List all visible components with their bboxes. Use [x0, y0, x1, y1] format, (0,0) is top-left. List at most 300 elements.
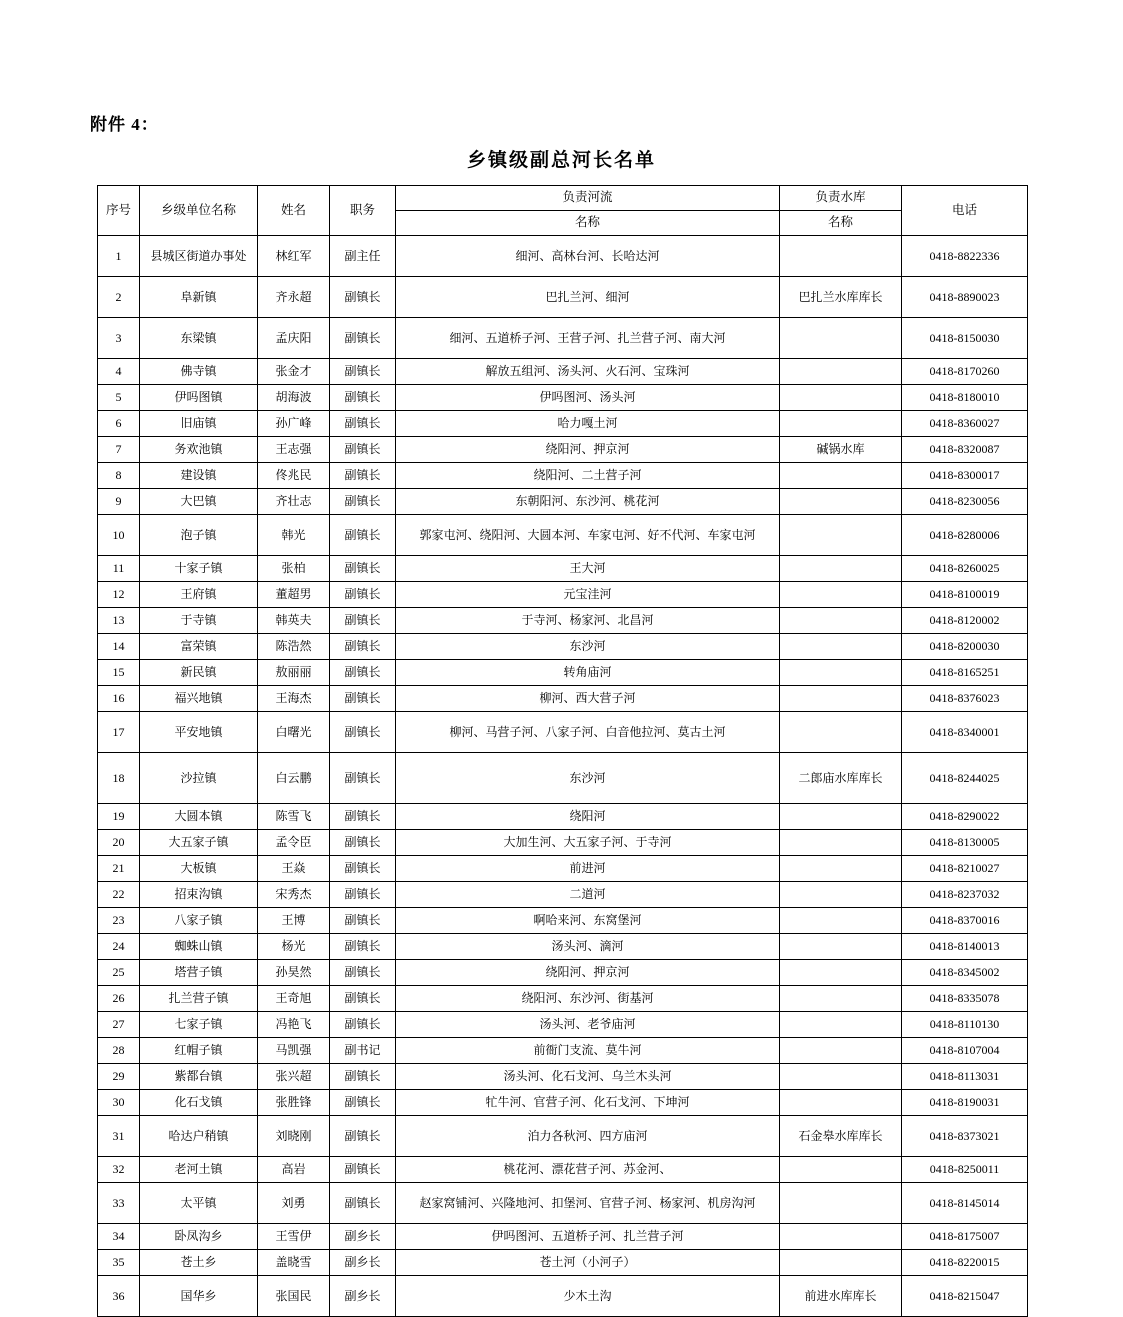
- cell-reservoir: [780, 318, 902, 359]
- cell-name: 白云鹏: [258, 753, 330, 804]
- cell-name: 张兴超: [258, 1064, 330, 1090]
- table-row: [98, 753, 1028, 804]
- cell-river: 转角庙河: [396, 660, 780, 686]
- cell-no: 27: [98, 1012, 140, 1038]
- cell-unit: 扎兰营子镇: [140, 986, 258, 1012]
- cell-no: 10: [98, 515, 140, 556]
- cell-unit: 老河土镇: [140, 1157, 258, 1183]
- cell-no: 22: [98, 882, 140, 908]
- cell-river: 汤头河、老爷庙河: [396, 1012, 780, 1038]
- cell-reservoir: [780, 934, 902, 960]
- cell-unit: 县城区街道办事处: [140, 236, 258, 277]
- cell-name: 王志强: [258, 437, 330, 463]
- cell-river: 细河、五道桥子河、王营子河、扎兰营子河、南大河: [396, 318, 780, 359]
- cell-unit: 大五家子镇: [140, 830, 258, 856]
- cell-reservoir: [780, 1064, 902, 1090]
- cell-post: 副镇长: [330, 411, 396, 437]
- table-row: [98, 856, 1028, 882]
- cell-unit: 平安地镇: [140, 712, 258, 753]
- cell-no: 34: [98, 1224, 140, 1250]
- cell-name: 马凯强: [258, 1038, 330, 1064]
- cell-reservoir: [780, 830, 902, 856]
- cell-reservoir: [780, 882, 902, 908]
- cell-no: 5: [98, 385, 140, 411]
- cell-tel: 0418-8110130: [902, 1012, 1028, 1038]
- cell-no: 1: [98, 236, 140, 277]
- cell-post: 副镇长: [330, 686, 396, 712]
- cell-river: 解放五组河、汤头河、火石河、宝珠河: [396, 359, 780, 385]
- table-row: [98, 318, 1028, 359]
- cell-unit: 富荣镇: [140, 634, 258, 660]
- cell-post: 副镇长: [330, 934, 396, 960]
- cell-unit: 大巴镇: [140, 489, 258, 515]
- table-row: [98, 908, 1028, 934]
- table-row: [98, 1276, 1028, 1317]
- cell-name: 高岩: [258, 1157, 330, 1183]
- table-row: [98, 634, 1028, 660]
- cell-tel: 0418-8373021: [902, 1116, 1028, 1157]
- cell-river: 于寺河、杨家河、北昌河: [396, 608, 780, 634]
- cell-unit: 阜新镇: [140, 277, 258, 318]
- cell-unit: 大圆本镇: [140, 804, 258, 830]
- cell-river: 泊力各秋河、四方庙河: [396, 1116, 780, 1157]
- cell-no: 8: [98, 463, 140, 489]
- header-unit: 乡级单位名称: [140, 186, 258, 236]
- cell-no: 16: [98, 686, 140, 712]
- cell-unit: 东梁镇: [140, 318, 258, 359]
- cell-name: 王奇旭: [258, 986, 330, 1012]
- cell-unit: 泡子镇: [140, 515, 258, 556]
- header-tel: 电话: [902, 186, 1028, 236]
- table-row: [98, 1157, 1028, 1183]
- cell-river: 巴扎兰河、细河: [396, 277, 780, 318]
- table-row: [98, 1090, 1028, 1116]
- cell-tel: 0418-8370016: [902, 908, 1028, 934]
- cell-no: 31: [98, 1116, 140, 1157]
- cell-post: 副主任: [330, 236, 396, 277]
- cell-reservoir: 前进水库库长: [780, 1276, 902, 1317]
- cell-tel: 0418-8376023: [902, 686, 1028, 712]
- cell-river: 伊吗图河、汤头河: [396, 385, 780, 411]
- cell-tel: 0418-8300017: [902, 463, 1028, 489]
- table-row: [98, 1183, 1028, 1224]
- cell-name: 林红军: [258, 236, 330, 277]
- cell-no: 12: [98, 582, 140, 608]
- river-chief-roster-table: [97, 185, 1028, 1317]
- cell-name: 张国民: [258, 1276, 330, 1317]
- cell-reservoir: [780, 1250, 902, 1276]
- cell-unit: 务欢池镇: [140, 437, 258, 463]
- cell-no: 9: [98, 489, 140, 515]
- cell-post: 副镇长: [330, 882, 396, 908]
- cell-post: 副镇长: [330, 1012, 396, 1038]
- table-row: [98, 986, 1028, 1012]
- cell-post: 副书记: [330, 1038, 396, 1064]
- cell-river: 郭家屯河、绕阳河、大圆本河、车家屯河、好不代河、车家屯河: [396, 515, 780, 556]
- cell-no: 29: [98, 1064, 140, 1090]
- cell-tel: 0418-8335078: [902, 986, 1028, 1012]
- cell-tel: 0418-8340001: [902, 712, 1028, 753]
- table-row: [98, 804, 1028, 830]
- table-row: [98, 556, 1028, 582]
- cell-reservoir: 巴扎兰水库库长: [780, 277, 902, 318]
- cell-tel: 0418-8345002: [902, 960, 1028, 986]
- cell-tel: 0418-8890023: [902, 277, 1028, 318]
- cell-unit: 招束沟镇: [140, 882, 258, 908]
- cell-no: 17: [98, 712, 140, 753]
- table-row: [98, 1250, 1028, 1276]
- cell-post: 副镇长: [330, 318, 396, 359]
- cell-tel: 0418-8100019: [902, 582, 1028, 608]
- header-reservoir-group: 负责水库: [780, 186, 902, 211]
- cell-post: 副镇长: [330, 359, 396, 385]
- cell-no: 15: [98, 660, 140, 686]
- cell-name: 张胜锋: [258, 1090, 330, 1116]
- cell-tel: 0418-8170260: [902, 359, 1028, 385]
- cell-unit: 沙拉镇: [140, 753, 258, 804]
- cell-no: 26: [98, 986, 140, 1012]
- cell-river: 柳河、西大营子河: [396, 686, 780, 712]
- cell-no: 24: [98, 934, 140, 960]
- cell-tel: 0418-8113031: [902, 1064, 1028, 1090]
- cell-reservoir: [780, 804, 902, 830]
- cell-no: 35: [98, 1250, 140, 1276]
- cell-unit: 新民镇: [140, 660, 258, 686]
- cell-reservoir: [780, 960, 902, 986]
- table-row: [98, 608, 1028, 634]
- cell-tel: 0418-8150030: [902, 318, 1028, 359]
- table-row: [98, 463, 1028, 489]
- cell-post: 副镇长: [330, 830, 396, 856]
- cell-reservoir: 石金皋水库库长: [780, 1116, 902, 1157]
- table-row: [98, 236, 1028, 277]
- cell-unit: 苍土乡: [140, 1250, 258, 1276]
- cell-tel: 0418-8360027: [902, 411, 1028, 437]
- cell-unit: 蜘蛛山镇: [140, 934, 258, 960]
- table-row: [98, 1038, 1028, 1064]
- table-row: [98, 411, 1028, 437]
- cell-name: 刘勇: [258, 1183, 330, 1224]
- cell-name: 陈浩然: [258, 634, 330, 660]
- cell-post: 副镇长: [330, 556, 396, 582]
- cell-reservoir: [780, 489, 902, 515]
- cell-no: 21: [98, 856, 140, 882]
- cell-tel: 0418-8180010: [902, 385, 1028, 411]
- header-river-sub: 名称: [396, 211, 780, 236]
- cell-name: 胡海波: [258, 385, 330, 411]
- cell-post: 副镇长: [330, 660, 396, 686]
- cell-unit: 哈达户稍镇: [140, 1116, 258, 1157]
- cell-no: 11: [98, 556, 140, 582]
- table-row: [98, 1064, 1028, 1090]
- cell-name: 宋秀杰: [258, 882, 330, 908]
- cell-reservoir: [780, 359, 902, 385]
- cell-tel: 0418-8244025: [902, 753, 1028, 804]
- cell-river: 汤头河、化石戈河、乌兰木头河: [396, 1064, 780, 1090]
- cell-name: 杨光: [258, 934, 330, 960]
- cell-river: 东沙河: [396, 634, 780, 660]
- cell-no: 28: [98, 1038, 140, 1064]
- cell-river: 二道河: [396, 882, 780, 908]
- page-title: 乡镇级副总河长名单: [466, 150, 656, 171]
- table-row: [98, 277, 1028, 318]
- table-header: [98, 186, 1028, 236]
- cell-unit: 福兴地镇: [140, 686, 258, 712]
- cell-river: 细河、高林台河、长哈达河: [396, 236, 780, 277]
- table-row: [98, 882, 1028, 908]
- cell-reservoir: [780, 1183, 902, 1224]
- cell-river: 王大河: [396, 556, 780, 582]
- cell-name: 白曙光: [258, 712, 330, 753]
- cell-river: 伊吗图河、五道桥子河、扎兰营子河: [396, 1224, 780, 1250]
- cell-tel: 0418-8140013: [902, 934, 1028, 960]
- cell-name: 董超男: [258, 582, 330, 608]
- cell-river: 东朝阳河、东沙河、桃花河: [396, 489, 780, 515]
- cell-reservoir: [780, 1038, 902, 1064]
- cell-name: 刘晓刚: [258, 1116, 330, 1157]
- cell-reservoir: [780, 908, 902, 934]
- cell-name: 王雪伊: [258, 1224, 330, 1250]
- cell-no: 4: [98, 359, 140, 385]
- cell-no: 6: [98, 411, 140, 437]
- cell-post: 副镇长: [330, 515, 396, 556]
- table-row: [98, 830, 1028, 856]
- cell-tel: 0418-8290022: [902, 804, 1028, 830]
- table-row: [98, 1012, 1028, 1038]
- cell-tel: 0418-8822336: [902, 236, 1028, 277]
- table-row: [98, 712, 1028, 753]
- cell-unit: 十家子镇: [140, 556, 258, 582]
- cell-river: 前进河: [396, 856, 780, 882]
- cell-no: 36: [98, 1276, 140, 1317]
- cell-no: 25: [98, 960, 140, 986]
- cell-river: 啊哈来河、东窝堡河: [396, 908, 780, 934]
- table-row: [98, 934, 1028, 960]
- cell-reservoir: [780, 634, 902, 660]
- cell-post: 副乡长: [330, 1224, 396, 1250]
- cell-name: 张金才: [258, 359, 330, 385]
- cell-tel: 0418-8320087: [902, 437, 1028, 463]
- cell-reservoir: [780, 556, 902, 582]
- cell-tel: 0418-8200030: [902, 634, 1028, 660]
- cell-unit: 国华乡: [140, 1276, 258, 1317]
- cell-tel: 0418-8210027: [902, 856, 1028, 882]
- attachment-label: 附件 4：: [90, 115, 159, 134]
- cell-unit: 王府镇: [140, 582, 258, 608]
- cell-river: 绕阳河、二土营子河: [396, 463, 780, 489]
- table-row: [98, 660, 1028, 686]
- cell-no: 3: [98, 318, 140, 359]
- cell-no: 13: [98, 608, 140, 634]
- cell-unit: 于寺镇: [140, 608, 258, 634]
- cell-post: 副乡长: [330, 1276, 396, 1317]
- cell-reservoir: [780, 986, 902, 1012]
- cell-tel: 0418-8120002: [902, 608, 1028, 634]
- cell-name: 王海杰: [258, 686, 330, 712]
- header-name: 姓名: [258, 186, 330, 236]
- cell-post: 副镇长: [330, 634, 396, 660]
- cell-unit: 佛寺镇: [140, 359, 258, 385]
- cell-unit: 卧凤沟乡: [140, 1224, 258, 1250]
- cell-no: 14: [98, 634, 140, 660]
- cell-reservoir: [780, 463, 902, 489]
- cell-name: 佟兆民: [258, 463, 330, 489]
- cell-unit: 大板镇: [140, 856, 258, 882]
- cell-name: 王焱: [258, 856, 330, 882]
- cell-tel: 0418-8250011: [902, 1157, 1028, 1183]
- cell-no: 2: [98, 277, 140, 318]
- cell-name: 孟令臣: [258, 830, 330, 856]
- cell-river: 哈力嘎土河: [396, 411, 780, 437]
- cell-reservoir: [780, 1224, 902, 1250]
- cell-river: 绕阳河: [396, 804, 780, 830]
- cell-river: 绕阳河、东沙河、街基河: [396, 986, 780, 1012]
- cell-name: 陈雪飞: [258, 804, 330, 830]
- cell-no: 23: [98, 908, 140, 934]
- table-row: [98, 686, 1028, 712]
- cell-post: 副镇长: [330, 960, 396, 986]
- cell-reservoir: [780, 582, 902, 608]
- cell-tel: 0418-8230056: [902, 489, 1028, 515]
- cell-name: 王博: [258, 908, 330, 934]
- cell-post: 副镇长: [330, 463, 396, 489]
- table-row: [98, 582, 1028, 608]
- cell-post: 副镇长: [330, 437, 396, 463]
- cell-reservoir: [780, 1157, 902, 1183]
- cell-post: 副镇长: [330, 1157, 396, 1183]
- cell-unit: 紫都台镇: [140, 1064, 258, 1090]
- cell-post: 副镇长: [330, 385, 396, 411]
- cell-river: 大加生河、大五家子河、于寺河: [396, 830, 780, 856]
- table-row: [98, 489, 1028, 515]
- cell-post: 副镇长: [330, 582, 396, 608]
- cell-unit: 塔营子镇: [140, 960, 258, 986]
- cell-river: 柳河、马营子河、八家子河、白音他拉河、莫古土河: [396, 712, 780, 753]
- cell-name: 齐壮志: [258, 489, 330, 515]
- cell-no: 32: [98, 1157, 140, 1183]
- cell-reservoir: [780, 411, 902, 437]
- cell-reservoir: [780, 608, 902, 634]
- table-row: [98, 359, 1028, 385]
- cell-river: 赵家窝铺河、兴隆地河、扣堡河、官营子河、杨家河、机房沟河: [396, 1183, 780, 1224]
- cell-tel: 0418-8107004: [902, 1038, 1028, 1064]
- cell-name: 冯艳飞: [258, 1012, 330, 1038]
- cell-river: 元宝洼河: [396, 582, 780, 608]
- cell-post: 副镇长: [330, 856, 396, 882]
- cell-river: 少木土沟: [396, 1276, 780, 1317]
- cell-name: 张柏: [258, 556, 330, 582]
- cell-tel: 0418-8280006: [902, 515, 1028, 556]
- cell-name: 孟庆阳: [258, 318, 330, 359]
- cell-tel: 0418-8220015: [902, 1250, 1028, 1276]
- cell-name: 韩英夫: [258, 608, 330, 634]
- table-row: [98, 1116, 1028, 1157]
- cell-unit: 伊吗图镇: [140, 385, 258, 411]
- cell-unit: 旧庙镇: [140, 411, 258, 437]
- cell-tel: 0418-8237032: [902, 882, 1028, 908]
- cell-river: 绕阳河、押京河: [396, 437, 780, 463]
- cell-no: 20: [98, 830, 140, 856]
- cell-reservoir: [780, 515, 902, 556]
- cell-reservoir: [780, 1090, 902, 1116]
- cell-tel: 0418-8130005: [902, 830, 1028, 856]
- cell-reservoir: [780, 385, 902, 411]
- cell-unit: 七家子镇: [140, 1012, 258, 1038]
- cell-tel: 0418-8145014: [902, 1183, 1028, 1224]
- cell-post: 副镇长: [330, 1090, 396, 1116]
- cell-post: 副镇长: [330, 489, 396, 515]
- cell-name: 齐永超: [258, 277, 330, 318]
- cell-river: 绕阳河、押京河: [396, 960, 780, 986]
- cell-reservoir: 二郎庙水库库长: [780, 753, 902, 804]
- cell-reservoir: [780, 660, 902, 686]
- cell-no: 19: [98, 804, 140, 830]
- cell-unit: 红帽子镇: [140, 1038, 258, 1064]
- cell-post: 副镇长: [330, 1183, 396, 1224]
- cell-reservoir: [780, 856, 902, 882]
- cell-river: 苍土河（小河子）: [396, 1250, 780, 1276]
- table-row: [98, 385, 1028, 411]
- cell-tel: 0418-8260025: [902, 556, 1028, 582]
- cell-name: 盖晓雪: [258, 1250, 330, 1276]
- table-row: [98, 1224, 1028, 1250]
- cell-unit: 化石戈镇: [140, 1090, 258, 1116]
- table-row: [98, 960, 1028, 986]
- cell-post: 副镇长: [330, 1116, 396, 1157]
- cell-reservoir: [780, 686, 902, 712]
- cell-reservoir: [780, 236, 902, 277]
- table-body: [98, 236, 1028, 1317]
- cell-no: 33: [98, 1183, 140, 1224]
- cell-no: 30: [98, 1090, 140, 1116]
- cell-river: 前衙门支流、莫牛河: [396, 1038, 780, 1064]
- cell-tel: 0418-8165251: [902, 660, 1028, 686]
- cell-post: 副镇长: [330, 608, 396, 634]
- cell-post: 副镇长: [330, 277, 396, 318]
- cell-unit: 太平镇: [140, 1183, 258, 1224]
- cell-river: 牤牛河、官营子河、化石戈河、下坤河: [396, 1090, 780, 1116]
- header-reservoir-sub: 名称: [780, 211, 902, 236]
- cell-name: 孙昊然: [258, 960, 330, 986]
- cell-reservoir: [780, 1012, 902, 1038]
- cell-no: 18: [98, 753, 140, 804]
- cell-reservoir: 碱锅水库: [780, 437, 902, 463]
- cell-post: 副镇长: [330, 908, 396, 934]
- cell-post: 副乡长: [330, 1250, 396, 1276]
- table-row: [98, 515, 1028, 556]
- cell-name: 敖丽丽: [258, 660, 330, 686]
- cell-no: 7: [98, 437, 140, 463]
- cell-unit: 建设镇: [140, 463, 258, 489]
- cell-river: 桃花河、漂花营子河、苏金河、: [396, 1157, 780, 1183]
- cell-post: 副镇长: [330, 1064, 396, 1090]
- cell-post: 副镇长: [330, 753, 396, 804]
- cell-post: 副镇长: [330, 804, 396, 830]
- cell-river: 汤头河、滴河: [396, 934, 780, 960]
- cell-tel: 0418-8190031: [902, 1090, 1028, 1116]
- header-river-group: 负责河流: [396, 186, 780, 211]
- cell-unit: 八家子镇: [140, 908, 258, 934]
- cell-tel: 0418-8215047: [902, 1276, 1028, 1317]
- header-post: 职务: [330, 186, 396, 236]
- cell-river: 东沙河: [396, 753, 780, 804]
- cell-reservoir: [780, 712, 902, 753]
- cell-tel: 0418-8175007: [902, 1224, 1028, 1250]
- cell-post: 副镇长: [330, 712, 396, 753]
- cell-name: 韩光: [258, 515, 330, 556]
- cell-name: 孙广峰: [258, 411, 330, 437]
- table-row: [98, 437, 1028, 463]
